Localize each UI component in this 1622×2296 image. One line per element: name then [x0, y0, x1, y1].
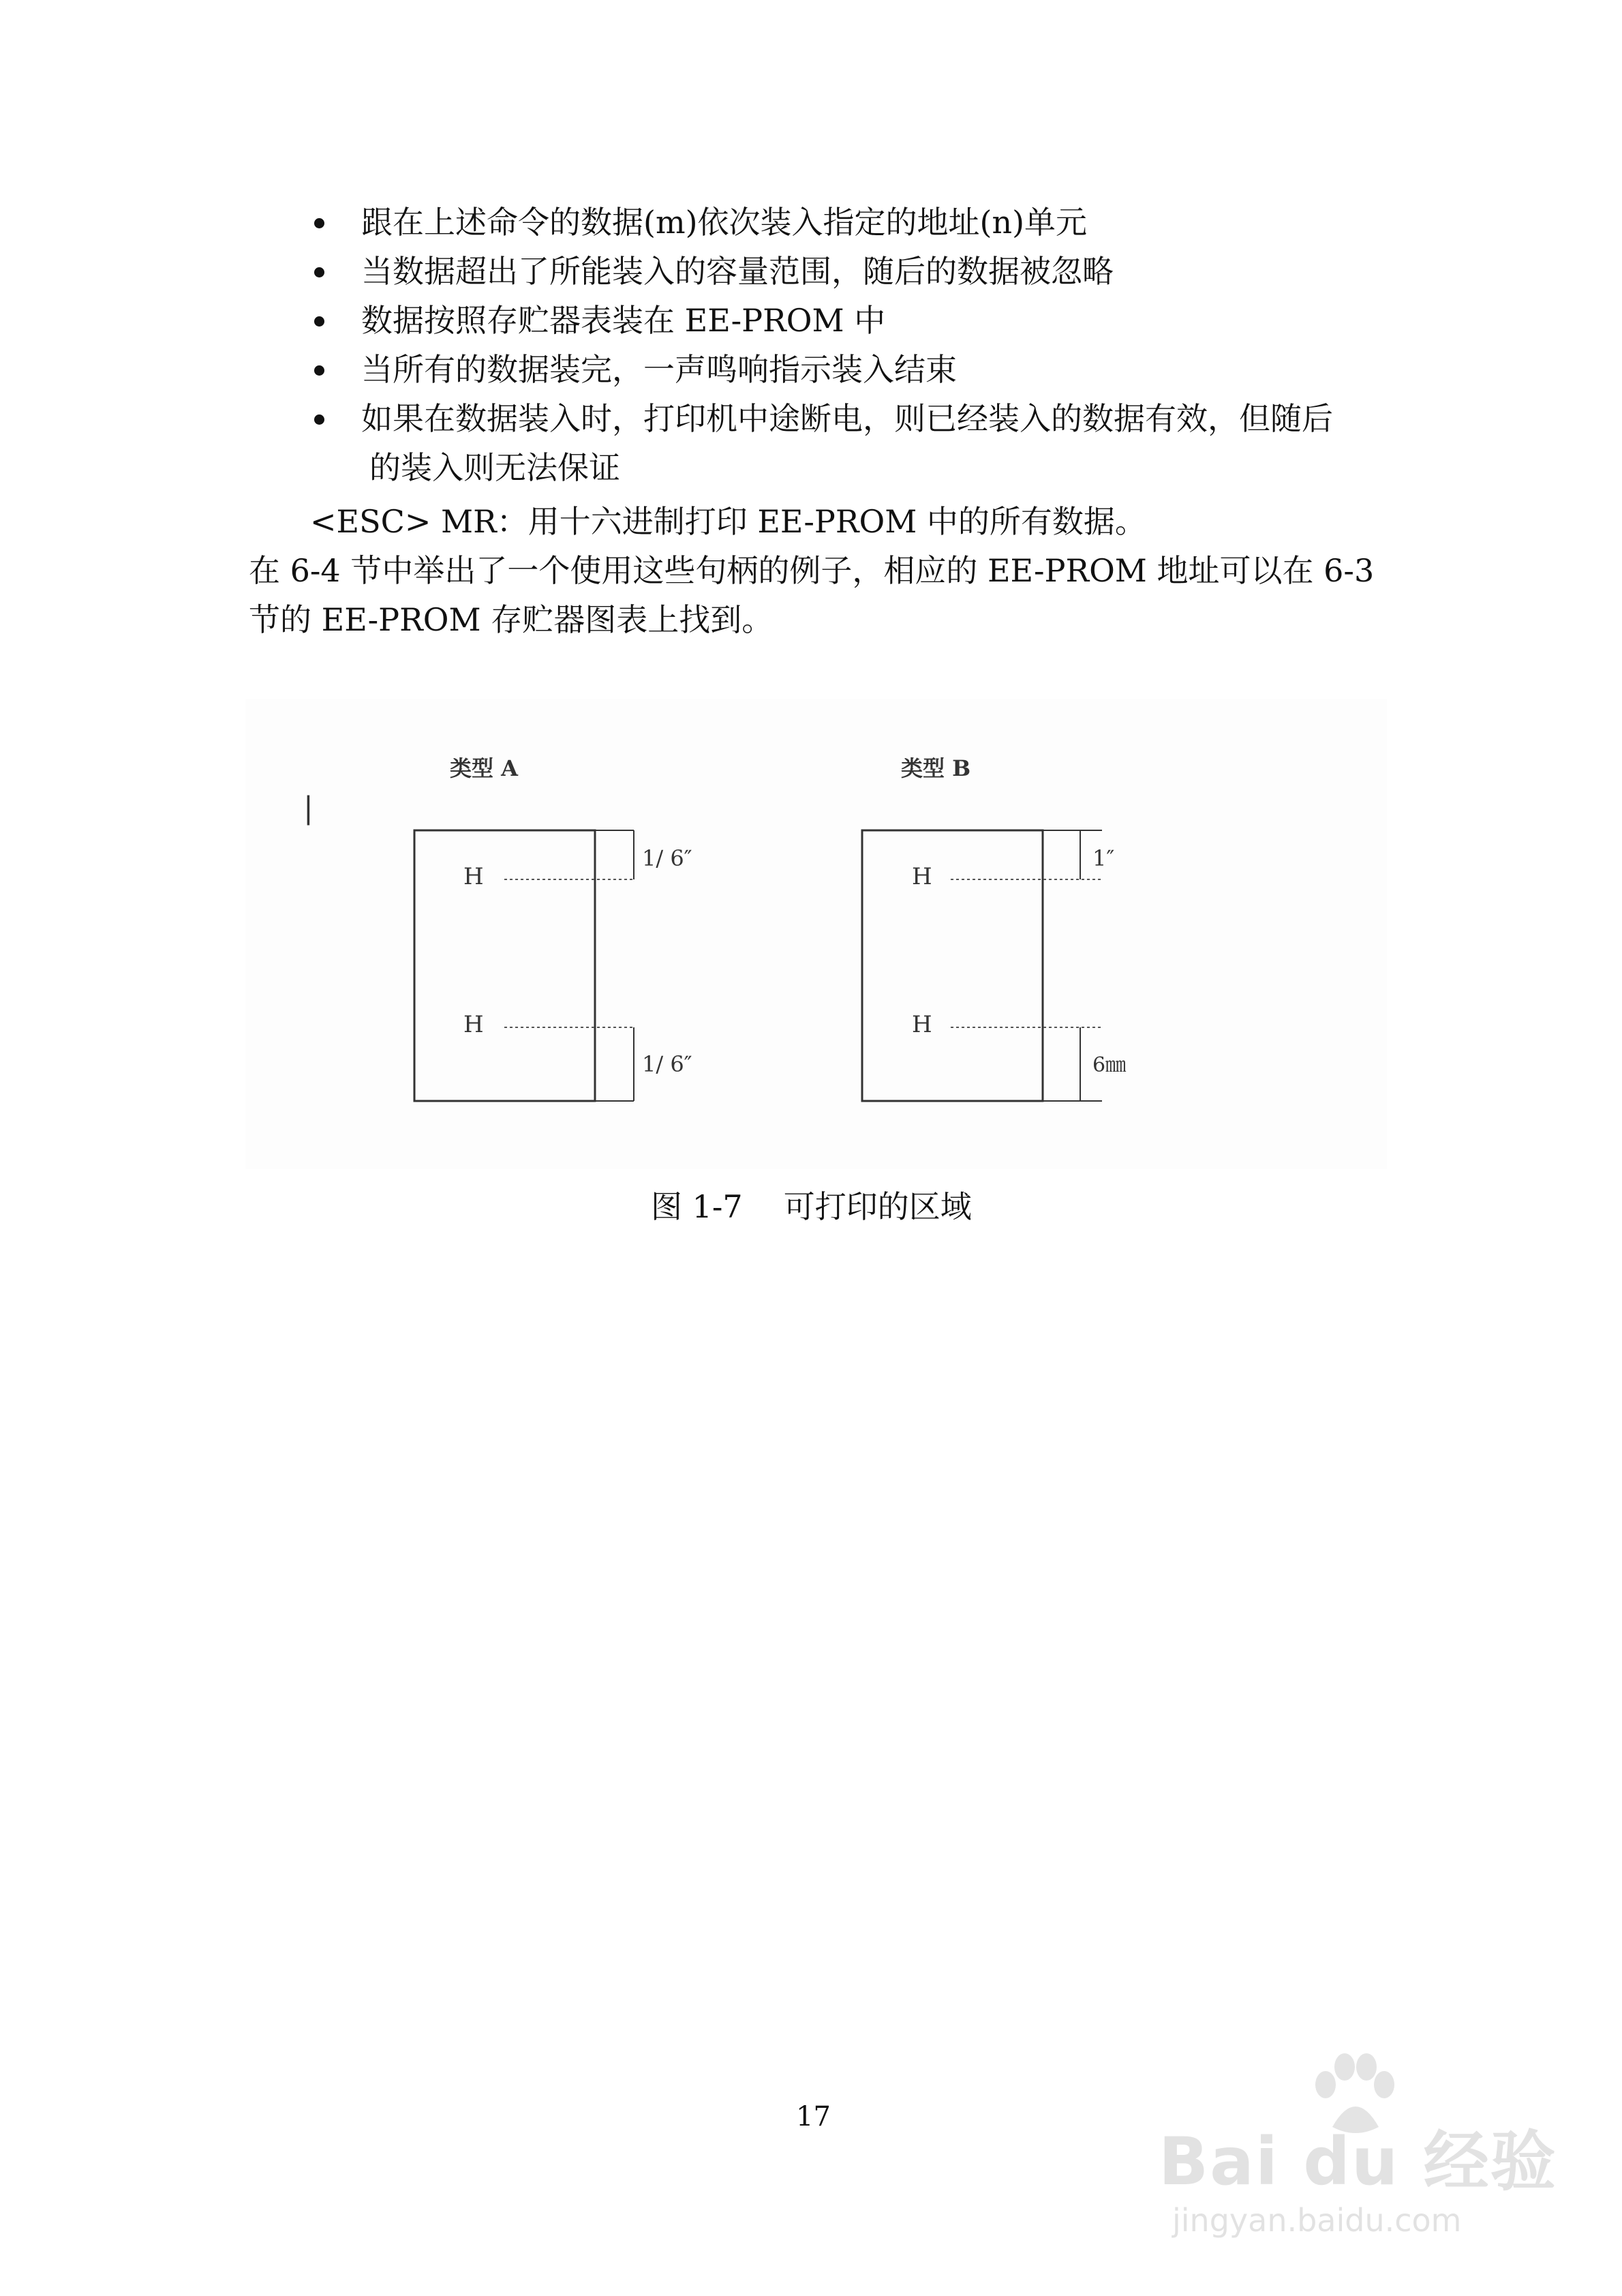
list-item-continuation: 的装入则无法保证: [369, 449, 620, 486]
command-description: <ESC> MR：用十六进制打印 EE-PROM 中的所有数据。: [310, 503, 1146, 540]
type-b-title: 类型 B: [901, 755, 971, 781]
bullet-dot-icon: [314, 414, 324, 425]
list-item-text: 跟在上述命令的数据(m)依次装入指定的地址(n)单元: [361, 204, 1088, 241]
bullet-dot-icon: [314, 365, 324, 376]
list-item: [310, 247, 1401, 296]
bullet-dot-icon: [314, 267, 324, 277]
type-b-paper: [862, 830, 1043, 1101]
type-a-paper: [414, 830, 595, 1101]
type-b-top-margin-label: 1″: [1092, 845, 1115, 871]
list-item-text: 当所有的数据装完，一声鸣响指示装入结束: [361, 351, 957, 388]
figure-number: 图 1-7: [651, 1188, 743, 1225]
page-number: 17: [796, 2101, 831, 2132]
list-item: [310, 345, 1401, 394]
list-item: [310, 296, 1401, 345]
watermark-url: jingyan.baidu.com: [1172, 2202, 1462, 2239]
bullet-dot-icon: [314, 218, 324, 228]
list-item-text: 当数据超出了所能装入的容量范围，随后的数据被忽略: [361, 253, 1114, 290]
type-b-bottom-margin-label: 6㎜: [1092, 1053, 1127, 1077]
type-a-bottom-margin-label: 1/ 6″: [642, 1051, 692, 1077]
list-item-text: 如果在数据装入时，打印机中途断电，则已经装入的数据有效，但随后: [361, 400, 1333, 437]
paragraph-line: 在 6-4 节中举出了一个使用这些句柄的例子，相应的 EE-PROM 地址可以在 6-3: [249, 552, 1375, 589]
list-item-text: 数据按照存贮器表装在 EE-PROM 中: [361, 302, 886, 339]
printable-area-figure: [245, 699, 1387, 1169]
bullet-list: [310, 198, 1401, 492]
list-item: [310, 198, 1401, 247]
type-a-title: 类型 A: [450, 755, 518, 781]
type-a-bottom-h-label: H: [463, 1011, 484, 1038]
bullet-dot-icon: [314, 316, 324, 327]
type-b-bottom-h-label: H: [912, 1011, 932, 1038]
type-a-top-h-label: H: [463, 863, 484, 890]
baidu-watermark: [1159, 2052, 1567, 2256]
left-mark: |: [303, 791, 313, 826]
figure-caption: [651, 1186, 972, 1227]
list-item: [310, 394, 1401, 492]
type-b-top-h-label: H: [912, 863, 932, 890]
figure-title: 可打印的区域: [783, 1188, 972, 1225]
paragraph-line: 节的 EE-PROM 存贮器图表上找到。: [249, 601, 774, 638]
type-a-top-margin-label: 1/ 6″: [642, 845, 692, 871]
watermark-logo: Bai du 经验: [1159, 2124, 1557, 2200]
body-paragraph: [249, 546, 1394, 644]
